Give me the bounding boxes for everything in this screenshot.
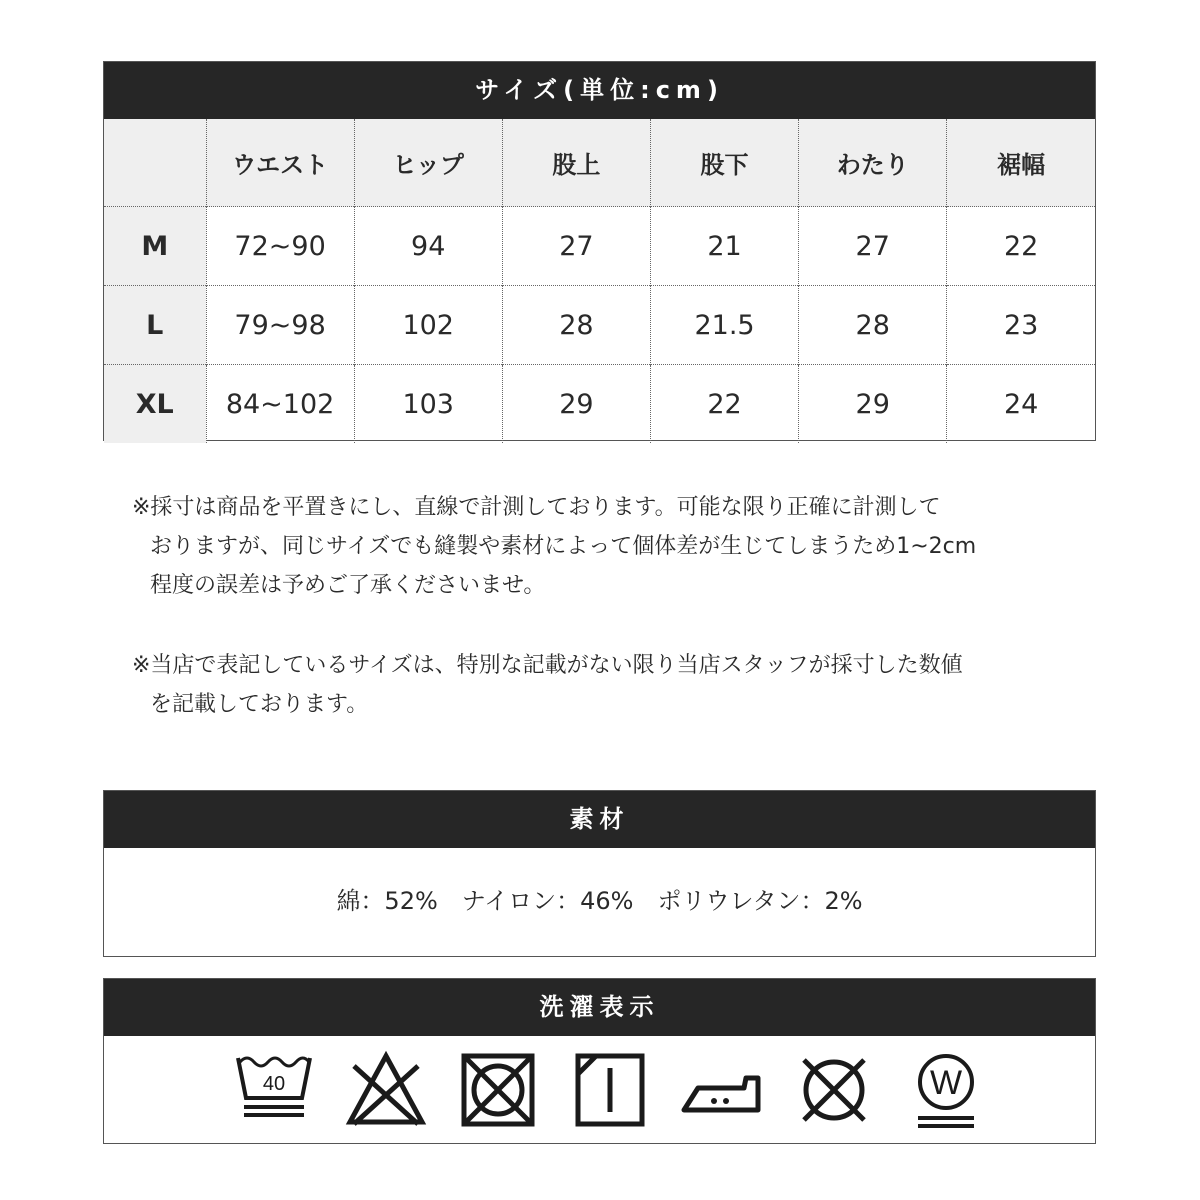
header-rise: 股上 bbox=[502, 119, 650, 207]
header-inseam: 股下 bbox=[650, 119, 798, 207]
table-cell: 27 bbox=[502, 207, 650, 286]
table-cell: 23 bbox=[947, 286, 1095, 365]
size-source-note bbox=[132, 646, 1092, 724]
header-hem-width: 裾幅 bbox=[947, 119, 1095, 207]
table-cell: 28 bbox=[799, 286, 947, 365]
header-hip: ヒップ bbox=[354, 119, 502, 207]
no-bleach-icon bbox=[344, 1048, 428, 1132]
table-cell: 21 bbox=[650, 207, 798, 286]
table-cell: 27 bbox=[799, 207, 947, 286]
row-size-label: XL bbox=[104, 365, 206, 444]
size-table-section bbox=[103, 61, 1096, 441]
size-table bbox=[104, 119, 1095, 443]
header-waist: ウエスト bbox=[206, 119, 354, 207]
note-line: ※採寸は商品を平置きにし、直線で計測しております。可能な限り正確に計測して bbox=[132, 495, 941, 520]
table-cell: 84~102 bbox=[206, 365, 354, 444]
table-cell: 29 bbox=[502, 365, 650, 444]
no-dry-clean-icon bbox=[792, 1048, 876, 1132]
material-section-title: 素材 bbox=[104, 791, 1095, 848]
care-label-section bbox=[103, 978, 1096, 1144]
table-cell: 79~98 bbox=[206, 286, 354, 365]
table-cell: 72~90 bbox=[206, 207, 354, 286]
table-cell: 22 bbox=[650, 365, 798, 444]
table-cell: 28 bbox=[502, 286, 650, 365]
table-cell: 102 bbox=[354, 286, 502, 365]
note-line: おりますが、同じサイズでも縫製や素材によって個体差が生じてしまうため1~2cm bbox=[150, 534, 977, 559]
table-cell: 22 bbox=[947, 207, 1095, 286]
row-size-label: M bbox=[104, 207, 206, 286]
header-thigh: わたり bbox=[799, 119, 947, 207]
note-line: を記載しております。 bbox=[150, 692, 369, 717]
material-composition: 綿：52% ナイロン：46% ポリウレタン：2% bbox=[336, 887, 863, 915]
table-cell: 29 bbox=[799, 365, 947, 444]
table-cell: 103 bbox=[354, 365, 502, 444]
iron-low-icon bbox=[680, 1048, 764, 1132]
care-section-title: 洗濯表示 bbox=[104, 979, 1095, 1036]
table-cell: 24 bbox=[947, 365, 1095, 444]
wet-clean-gentle-icon bbox=[904, 1048, 988, 1132]
table-row bbox=[104, 207, 1095, 286]
table-cell: 21.5 bbox=[650, 286, 798, 365]
material-section bbox=[103, 790, 1096, 957]
note-line: 程度の誤差は予めご了承くださいませ。 bbox=[150, 573, 546, 598]
measurement-note bbox=[132, 488, 1092, 605]
line-dry-shade-icon bbox=[568, 1048, 652, 1132]
no-tumble-dry-icon bbox=[456, 1048, 540, 1132]
table-cell: 94 bbox=[354, 207, 502, 286]
size-section-title: サイズ(単位:cm) bbox=[104, 62, 1095, 119]
table-row bbox=[104, 286, 1095, 365]
size-table-header-corner bbox=[104, 119, 206, 207]
care-icons-row bbox=[104, 1036, 1095, 1143]
wet-clean-letter: W bbox=[929, 1063, 963, 1102]
row-size-label: L bbox=[104, 286, 206, 365]
wash-40-gentle-icon bbox=[232, 1048, 316, 1132]
wash-temperature: 40 bbox=[262, 1072, 286, 1095]
table-row bbox=[104, 365, 1095, 444]
note-line: ※当店で表記しているサイズは、特別な記載がない限り当店スタッフが採寸した数値 bbox=[132, 653, 963, 678]
size-table-header-row bbox=[104, 119, 1095, 207]
